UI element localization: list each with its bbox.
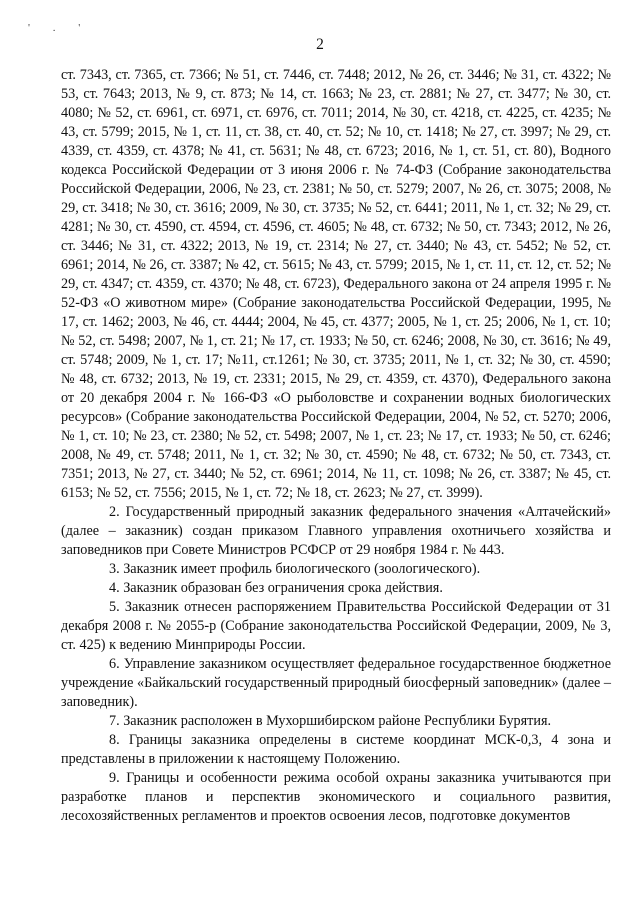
paragraph-5: 5. Заказник отнесен распоряжением Правительства Российской Федерации от 31 декабря 2008 г. № 2055-р (Собрание законодательства Российской Федерации, 2009, № 3, ст. 425) к ведению Минприроды России. [61, 599, 611, 653]
paragraph-9: 9. Границы и особенности режима особой охраны заказника учитываются при разработке планов и перспектив экономического и социального развития, лесохозяйственных регламентов и проектов освоения лесов, подготовке документов [61, 770, 611, 824]
scan-marks: ' . ' [28, 22, 91, 34]
paragraph-4: 4. Заказник образован без ограничения срока действия. [109, 580, 443, 596]
paragraph-2: 2. Государственный природный заказник федерального значения «Алтачейский» (далее – заказник) создан приказом Главного управления охотничьего хозяйства и заповедников при Совете Министров РСФСР от 29 ноября 1984 г. № 443. [61, 504, 611, 558]
paragraph-7: 7. Заказник расположен в Мухоршибирском районе Республики Бурятия. [109, 713, 552, 729]
paragraph-continuation: ст. 7343, ст. 7365, ст. 7366; № 51, ст. 7446, ст. 7448; 2012, № 26, ст. 3446; № 31, ст. 4322; № 53, ст. 7643; 2013, № 9, ст. 873; № 14, ст. 1663; № 23, ст. 2881; № 27, ст. 3477; № 30, ст. 4080; № 52, ст. 6961, ст. 6971, ст. 6976, ст. 7011; 2014, № 30, ст. 4218, ст. 4225, ст. 4235; № 43, ст. 5799; 2015, № 1, ст. 11, ст. 38, ст. 40, ст. 52; № 10, ст. 1418; № 27, ст. 3997; № 29, ст. 4339, ст. 4359, ст. 4378; № 41, ст. 5631; № 48, ст. 6723; 2016, № 1, ст. 51, ст. 80), Водного кодекса Российской Федерации от 3 июня 2006 г. № 74-ФЗ (Собрание законодательства Российской Федерации, 2006, № 23, ст. 2381; № 50, ст. 5279; 2007, № 26, ст. 3075; 2008, № 29, ст. 3418; № 30, ст. 3616; 2009, № 30, ст. 3735; № 52, ст. 6441; 2011, № 1, ст. 32; № 29, ст. 4281; № 30, ст. 4590, ст. 4594, ст. 4596, ст. 4605; № 48, ст. 6732; № 50, ст. 7343; 2012, № 26, ст. 3446; № 31, ст. 4322; 2013, № 19, ст. 2314; № 27, ст. 3440; № 43, ст. 5452; № 52, ст. 6961; 2014, № 26, ст. 3387; № 42, ст. 5615; № 43, ст. 5799; 2015, № 1, ст. 11, ст. 12, ст. 52; № 29, ст. 4347; ст. 4359, ст. 4370; № 48, ст. 6723), Федерального закона от 24 апреля 1995 г. № 52-ФЗ «О животном мире» (Собрание законодательства Российской Федерации, 1995, № 17, ст. 1462; 2003, № 46, ст. 4444; 2004, № 45, ст. 4377; 2005, № 1, ст. 25; 2006, № 1, ст. 10; № 52, ст. 5498; 2007, № 1, ст. 21; № 17, ст. 1933; № 50, ст. 6246; 2008, № 30, ст. 3616; № 49, ст. 5748; 2009, № 1, ст. 17; №11, ст.1261; № 30, ст. 3735; 2011, № 1, ст. 32; № 30, ст. 4590; № 48, ст. 6732; 2013, № 19, ст. 2331; 2015, № 29, ст. 4359, ст. 4370), Федерального закона от 20 декабря 2004 г. № 166-ФЗ «О рыболовстве и сохранении водных биологических ресурсов» (Собрание законодательства Российской Федерации, 2004, № 52, ст. 5270; 2006, № 1, ст. 10; № 23, ст. 2380; № 52, ст. 5498; 2007, № 1, ст. 23; № 17, ст. 1933; № 50, ст. 6246; 2008, № 49, ст. 5748; 2011, № 1, ст. 32; № 30, ст. 4590; № 48, ст. 6732; № 50, ст. 7343, ст. 7351; 2013, № 27, ст. 3440; № 52, ст. 6961; 2014, № 11, ст. 1098; № 26, ст. 3387; № 45, ст. 6153; № 52, ст. 7556; 2015, № 1, ст. 72; № 18, ст. 2623; № 27, ст. 3999). [61, 67, 611, 501]
paragraph-3: 3. Заказник имеет профиль биологического (зоологического). [109, 561, 481, 577]
page-number: 2 [316, 36, 324, 53]
document-body [61, 66, 611, 826]
paragraph-8: 8. Границы заказника определены в системе координат МСК-0,3, 4 зона и представлены в приложении к настоящему Положению. [61, 732, 611, 767]
paragraph-6: 6. Управление заказником осуществляет федеральное государственное бюджетное учреждение «Байкальский государственный природный биосферный заповедник» (далее – заповедник). [61, 656, 611, 710]
